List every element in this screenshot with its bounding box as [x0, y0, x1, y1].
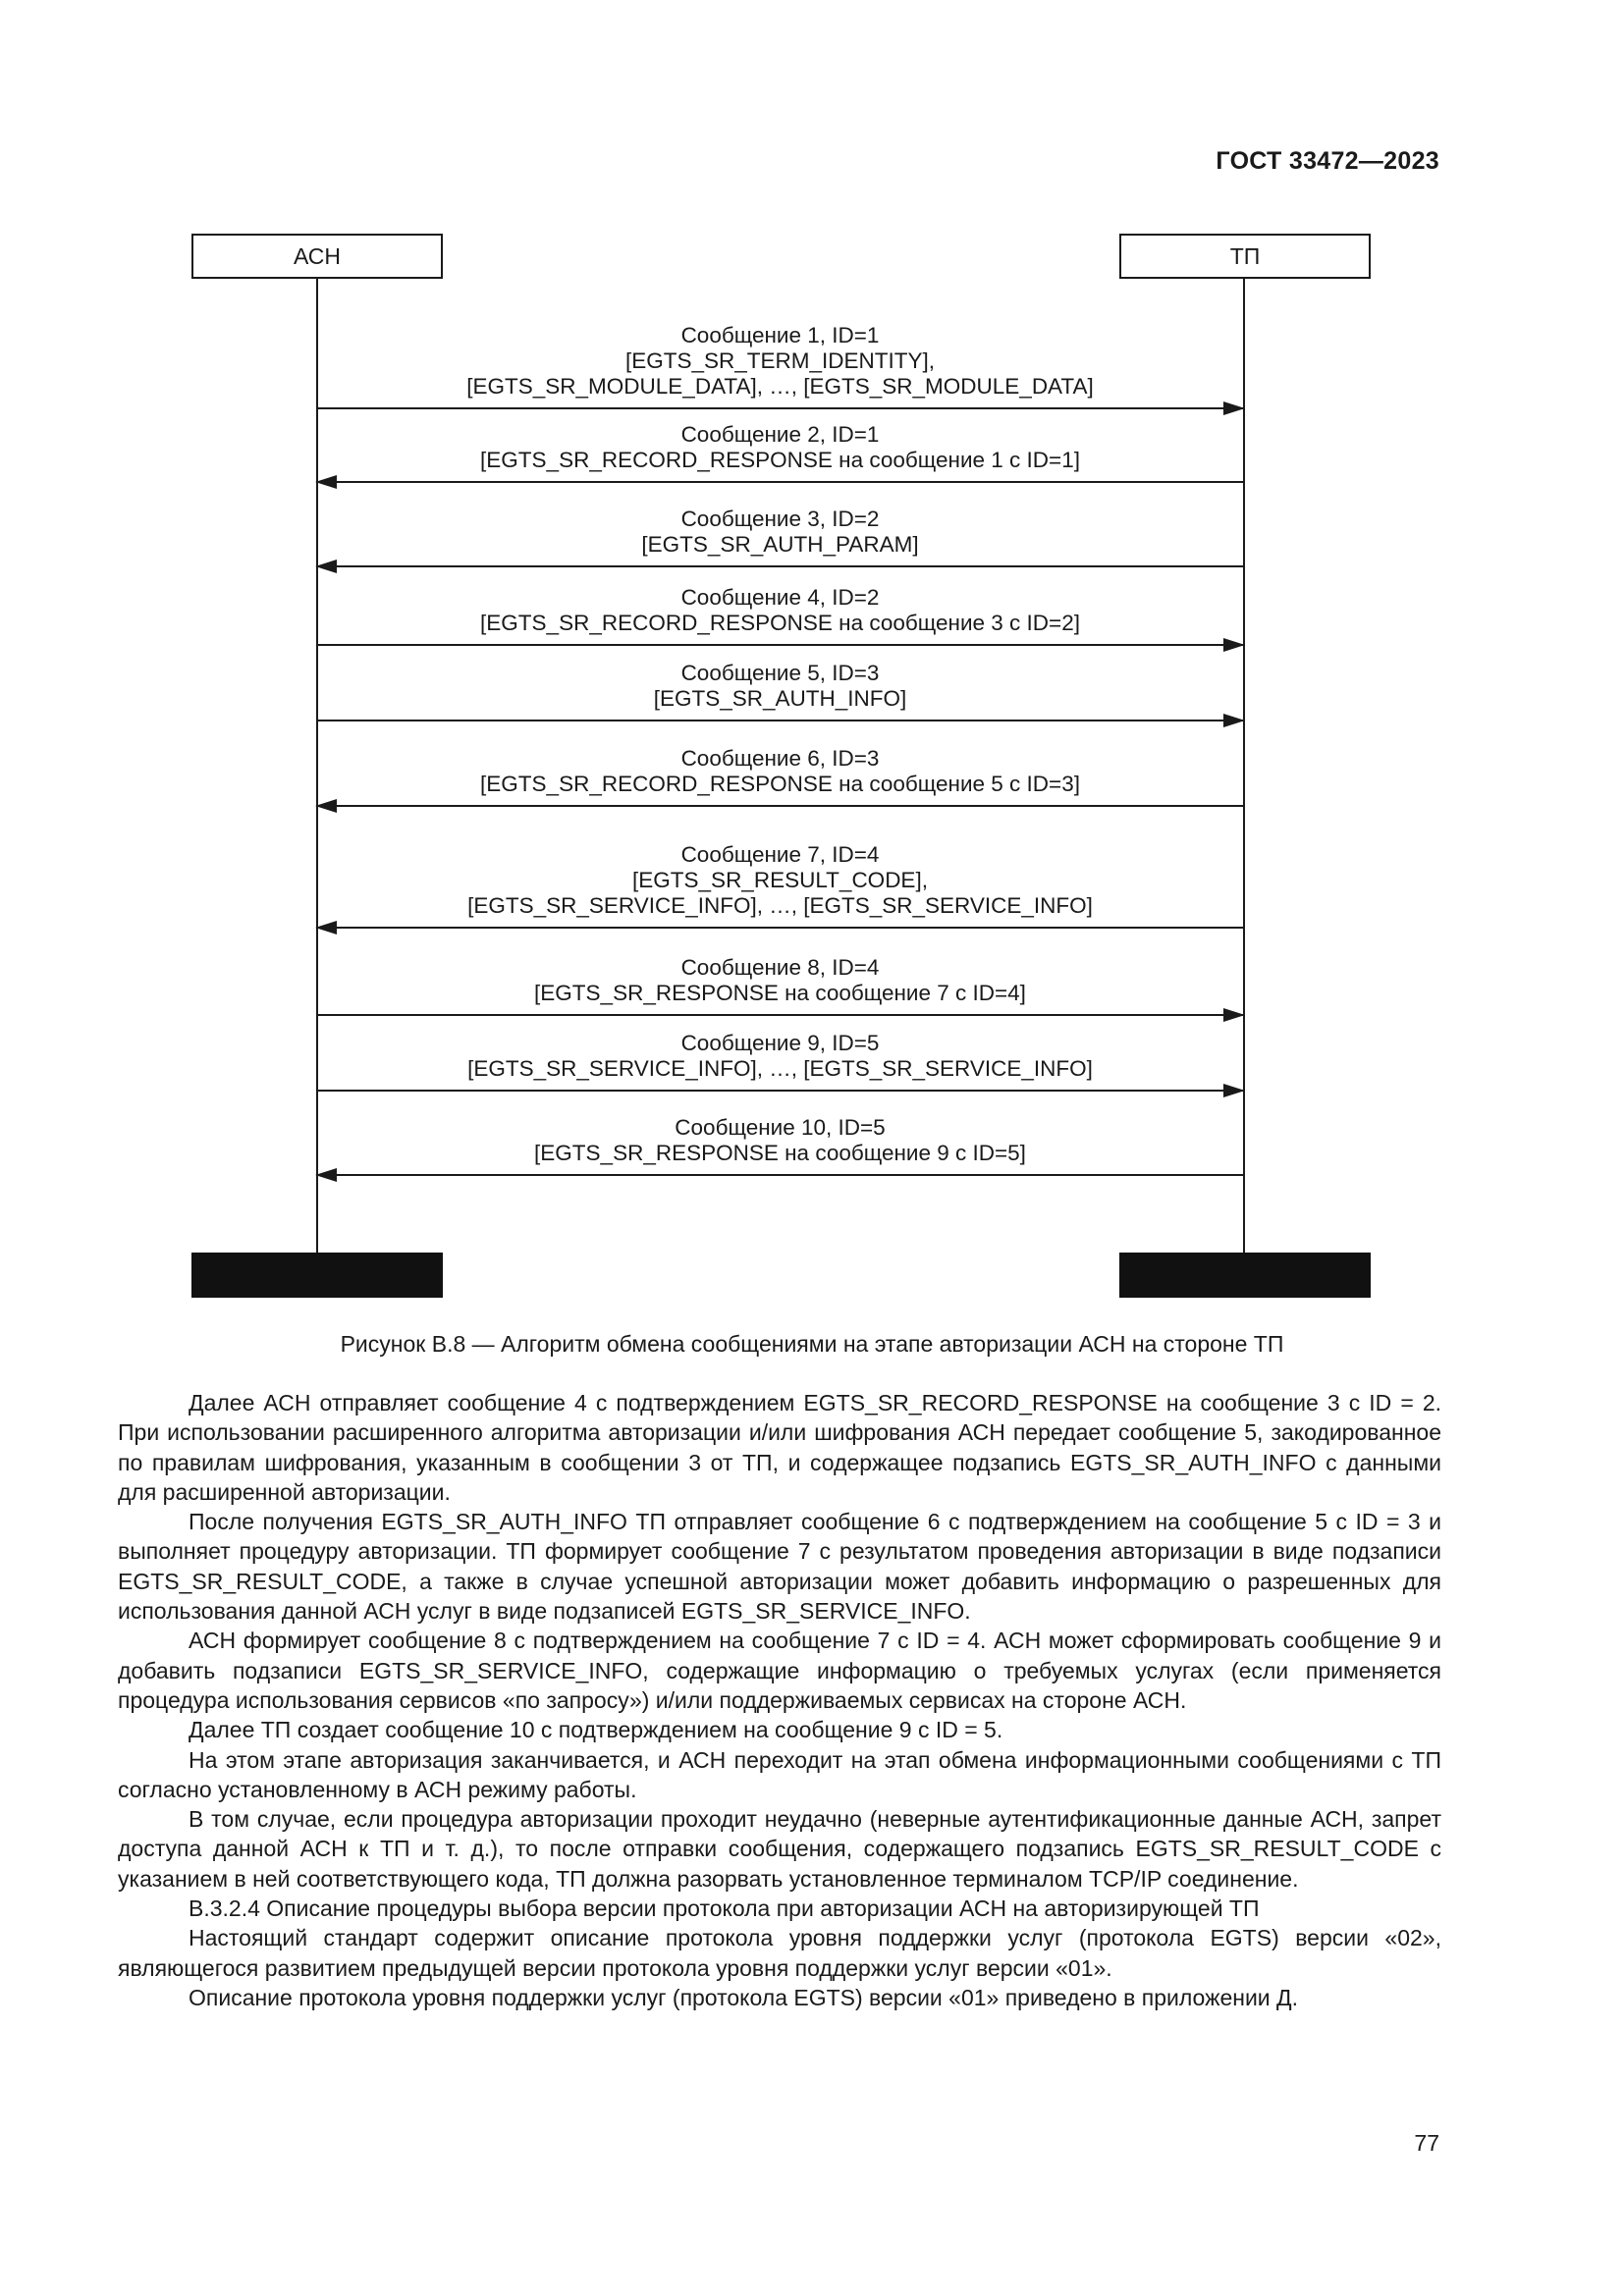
message-label [317, 955, 1243, 1006]
arrow-right [317, 407, 1243, 409]
lane-label-right: ТП [1229, 242, 1261, 269]
lane-box-right [1119, 234, 1371, 279]
message-label-line: [EGTS_SR_RECORD_RESPONSE на сообщение 5 с ID=3] [480, 772, 1080, 796]
paragraph: Далее АСН отправляет сообщение 4 с подтверждением EGTS_SR_RECORD_RESPONSE на сообщение 3 с ID = 2. При использовании расширенного алгоритма авторизации и/или шифрования АСН передает сообщение 5, закодированное по правилам шифрования, указанным в сообщении 3 от ТП, и содержащее подзапись EGTS_SR_AUTH_INFO с данными для расширенной авторизации. [118, 1390, 1441, 1505]
message-label-line: Сообщение 6, ID=3 [680, 746, 880, 771]
paragraph: После получения EGTS_SR_AUTH_INFO ТП отправляет сообщение 6 с подтверждением на сообщение 5 с ID = 3 и выполняет процедуру авторизации. ТП формирует сообщение 7 с результатом проведения авторизации в виде подзаписи EGTS_SR_RESULT_CODE, а также в случае успешной авторизации может добавить информацию о разрешенных для использования данной АСН услуг в виде подзаписей EGTS_SR_SERVICE_INFO. [118, 1509, 1441, 1625]
lane-label-left: АСН [293, 242, 342, 269]
message-label [317, 585, 1243, 636]
arrow-left [317, 481, 1243, 483]
message-label-line: [EGTS_SR_RESPONSE на сообщение 9 с ID=5] [534, 1141, 1026, 1165]
message-label-line: [EGTS_SR_SERVICE_INFO], …, [EGTS_SR_SERVICE_INFO] [467, 1056, 1093, 1081]
message-label-line: Сообщение 5, ID=3 [680, 661, 880, 685]
message-label-line: Сообщение 4, ID=2 [680, 585, 880, 610]
message-label-line: Сообщение 8, ID=4 [680, 955, 880, 980]
paragraph: Описание протокола уровня поддержки услуг (протокола EGTS) версии «01» приведено в приложении Д. [189, 1984, 1299, 2010]
message-label-line: [EGTS_SR_SERVICE_INFO], …, [EGTS_SR_SERVICE_INFO] [467, 893, 1093, 918]
message-label-line: [EGTS_SR_RECORD_RESPONSE на сообщение 1 с ID=1] [480, 448, 1080, 472]
section-heading: В.3.2.4 Описание процедуры выбора версии протокола при авторизации АСН на авторизирующей ТП [189, 1896, 1260, 1922]
paragraph: На этом этапе авторизация заканчивается, и АСН переходит на этап обмена информационными сообщениями с ТП согласно установленному в АСН режиму работы. [118, 1746, 1441, 1802]
arrow-left [317, 805, 1243, 807]
message-label [317, 323, 1243, 400]
message-label [317, 1031, 1243, 1082]
message-label [317, 1115, 1243, 1166]
message-label [317, 422, 1243, 473]
message-label-line: [EGTS_SR_RESPONSE на сообщение 7 с ID=4] [534, 981, 1026, 1005]
message-label-line: [EGTS_SR_RECORD_RESPONSE на сообщение 3 с ID=2] [480, 611, 1080, 635]
message-label-line: Сообщение 1, ID=1 [680, 323, 880, 347]
message-label-line: [EGTS_SR_MODULE_DATA], …, [EGTS_SR_MODULE_DATA] [466, 374, 1094, 399]
message-label-line: Сообщение 7, ID=4 [680, 842, 880, 867]
message-label [317, 661, 1243, 712]
paragraph: АСН формирует сообщение 8 с подтверждением на сообщение 7 с ID = 4. АСН может сформировать сообщение 9 и добавить подзаписи EGTS_SR_SERVICE_INFO, содержащие информацию о требуемых услугах (если применяется процедура использования сервисов «по запросу») и/или поддерживаемых сервисах на стороне АСН. [118, 1628, 1441, 1713]
document-header: ГОСТ 33472—2023 [1216, 147, 1439, 175]
lane-box-left [191, 234, 443, 279]
lane-end-left [191, 1253, 443, 1298]
paragraph: Далее ТП создает сообщение 10 с подтверждением на сообщение 9 с ID = 5. [189, 1717, 1003, 1743]
arrow-left [317, 565, 1243, 567]
paragraph: В том случае, если процедура авторизации проходит неудачно (неверные аутентификационные данные АСН, запрет доступа данной АСН к ТП и т. д.), то после отправки сообщения, содержащего подзапись EGTS_SR_RESULT_CODE с указанием в ней соответствующего кода, ТП должна разорвать установленное терминалом TCP/IP соединение. [118, 1806, 1441, 1892]
lane-end-right [1119, 1253, 1371, 1298]
message-label-line: [EGTS_SR_AUTH_INFO] [653, 686, 907, 711]
message-label-line: Сообщение 3, ID=2 [680, 507, 880, 531]
page-number: 77 [1414, 2130, 1439, 2156]
figure-caption: Рисунок В.8 — Алгоритм обмена сообщениями на этапе авторизации АСН на стороне ТП [340, 1331, 1284, 1357]
body-text [118, 1388, 1441, 2012]
paragraph: Настоящий стандарт содержит описание протокола уровня поддержки услуг (протокола EGTS) версии «02», являющегося развитием предыдущей версии протокола уровня поддержки услуг версии «01». [118, 1925, 1441, 1981]
message-label-line: [EGTS_SR_AUTH_PARAM] [641, 532, 919, 557]
message-label-line: Сообщение 2, ID=1 [680, 422, 880, 447]
arrow-left [317, 1174, 1243, 1176]
message-label [317, 842, 1243, 919]
lifeline-right [1243, 279, 1245, 1254]
message-label-line: Сообщение 9, ID=5 [680, 1031, 880, 1055]
arrow-right [317, 644, 1243, 646]
message-label [317, 507, 1243, 558]
arrow-right [317, 720, 1243, 721]
message-label [317, 746, 1243, 797]
arrow-left [317, 927, 1243, 929]
arrow-right [317, 1090, 1243, 1092]
message-label-line: [EGTS_SR_TERM_IDENTITY], [624, 348, 936, 373]
message-label-line: [EGTS_SR_RESULT_CODE], [632, 868, 928, 892]
message-label-line: Сообщение 10, ID=5 [675, 1115, 886, 1140]
arrow-right [317, 1014, 1243, 1016]
